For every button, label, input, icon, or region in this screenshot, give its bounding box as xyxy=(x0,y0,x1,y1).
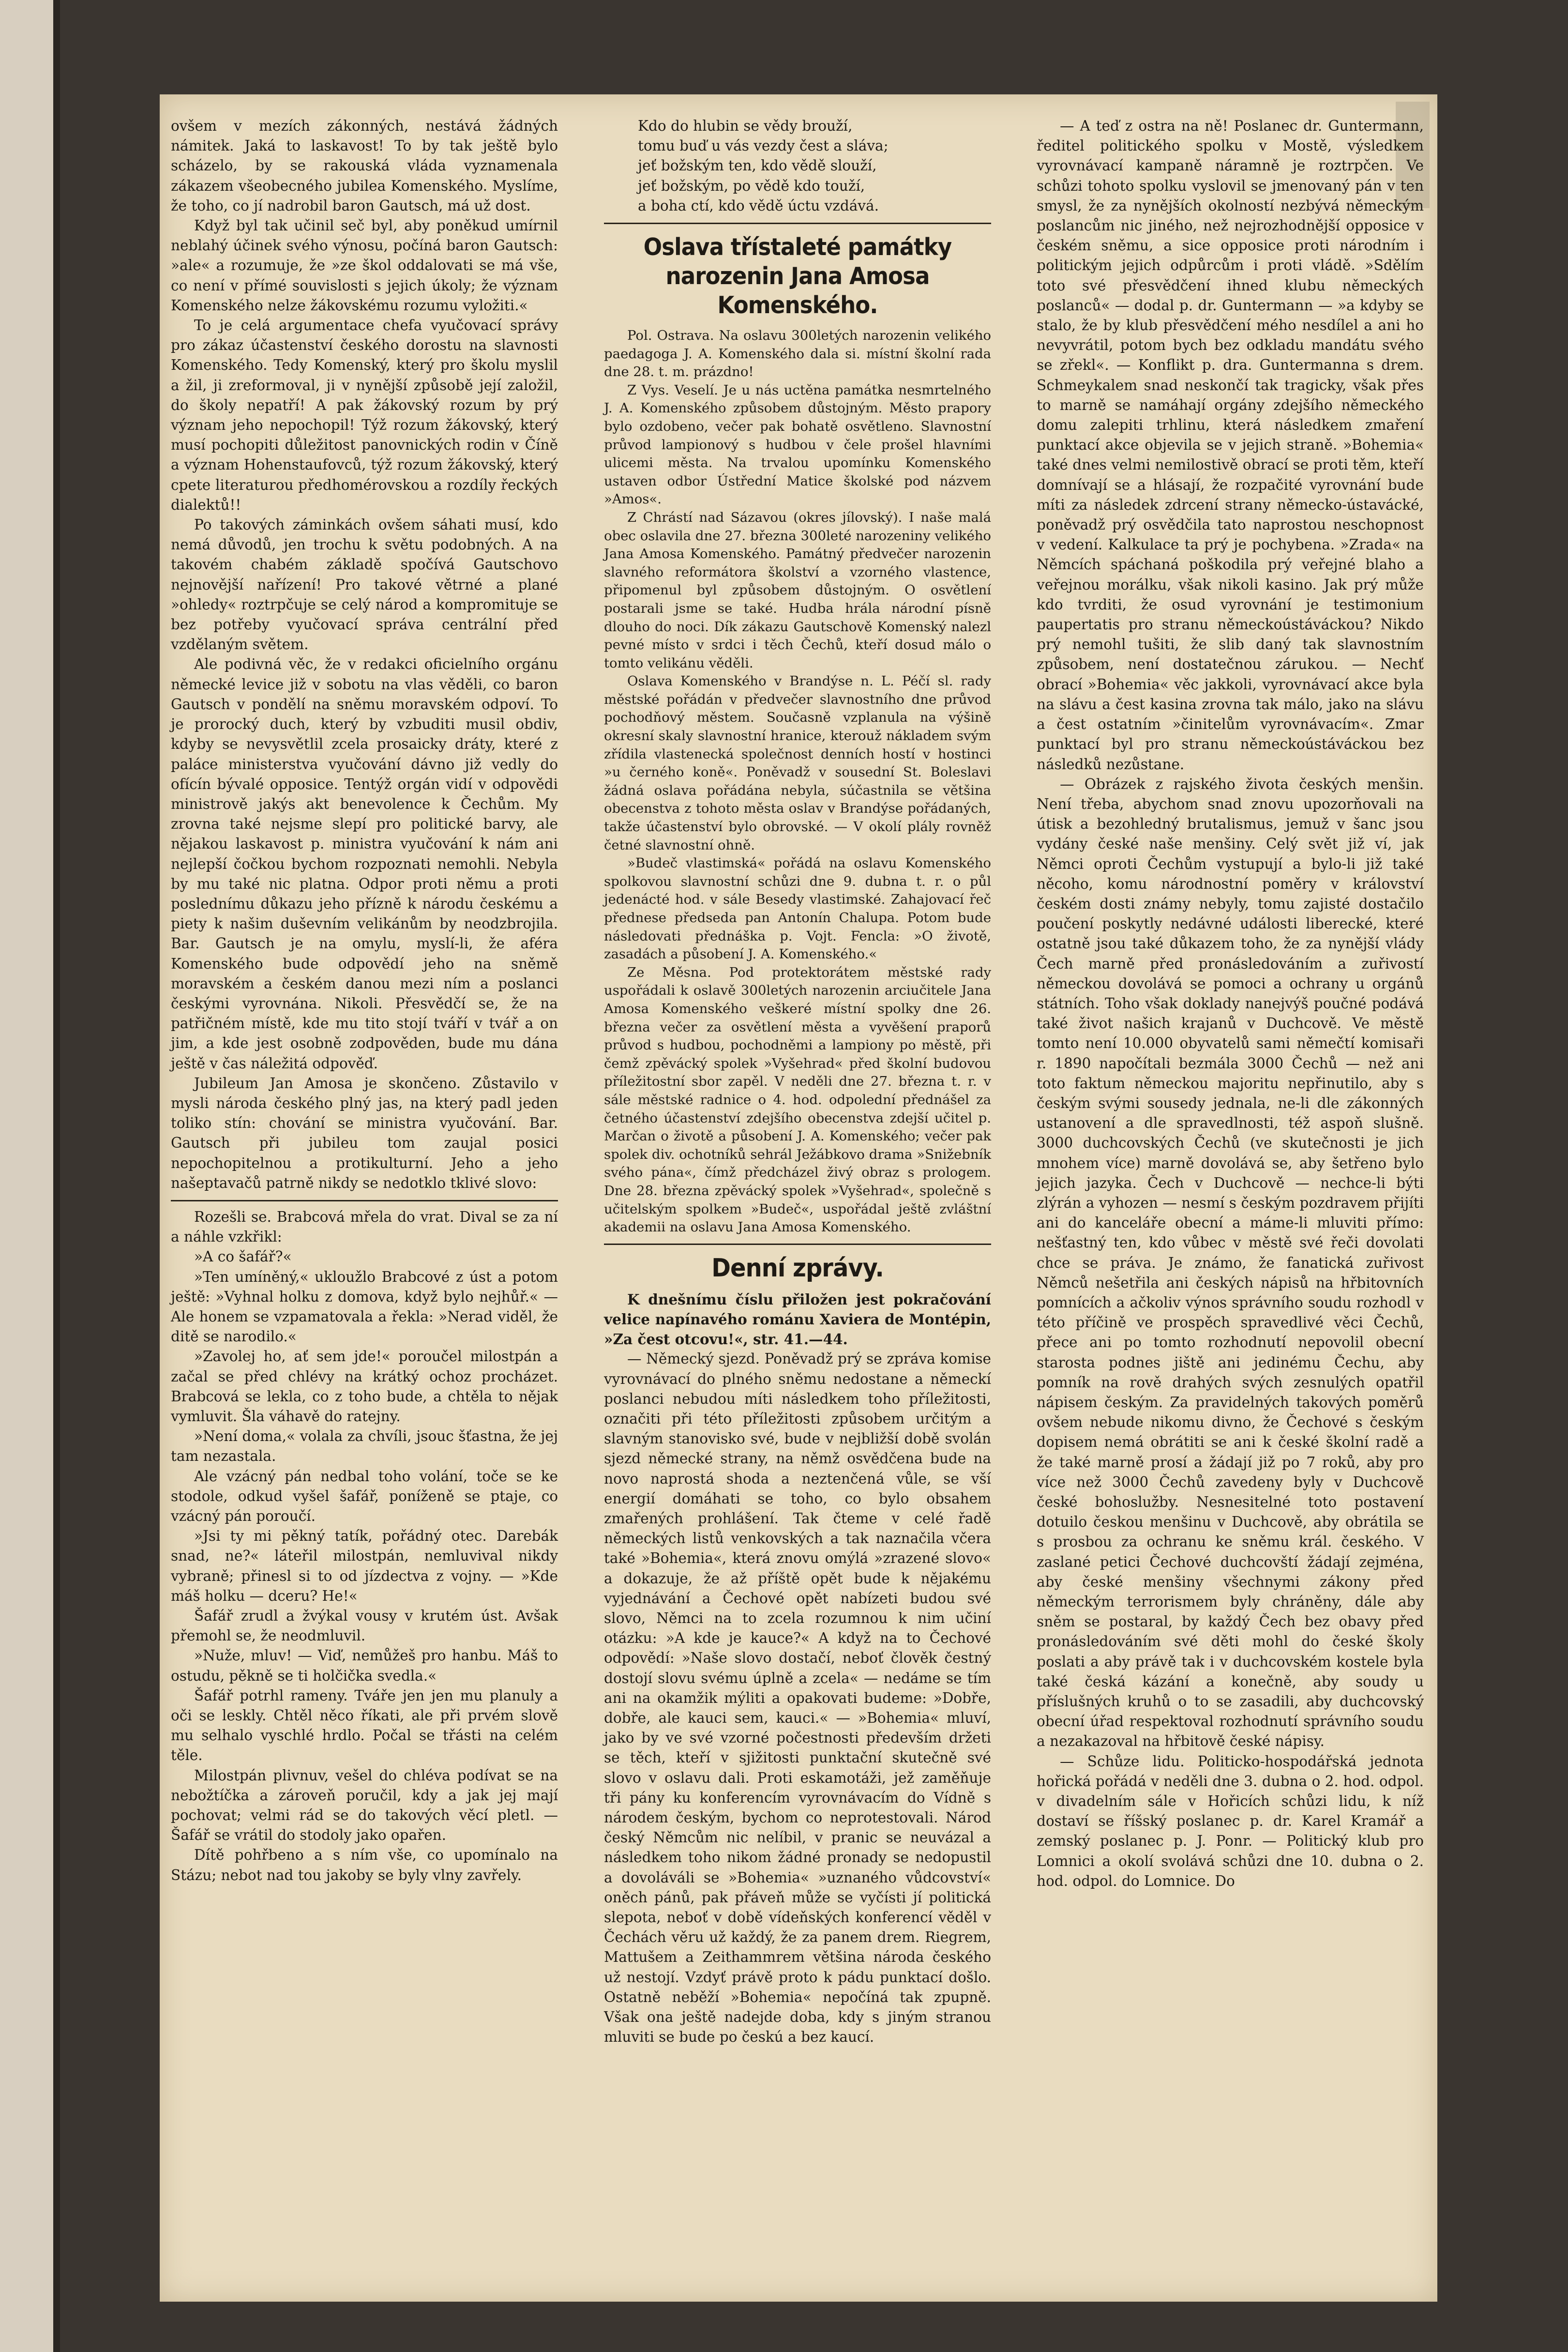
report-paragraph: »Budeč vlastimská« pořádá na oslavu Komenského spolkovou slavnostní schůzi dne 9. dubna t. r. o půl jedenácté hod. v sále Besedy vlastimské. Zahajovací řeč přednese předseda pan Antonín Chalupa. Potom bude následovati přednáška p. Vojt. Fencla: »O životě, zasadách a působení J. A. Komenského.« xyxy=(604,855,991,962)
story-paragraph: »Jsi ty mi pěkný tatík, pořádný otec. Darebák snad, ne?« láteřil milostpán, nemluvival nikdy vybraně; přinesl si to od jízdectva z vojny. — »Kde máš holku — dceru? He!« xyxy=(171,1528,558,1604)
story-paragraph: »Ten umíněný,« ukloužlo Brabcové z úst a potom ještě: »Vyhnal holku z domova, když bylo nejhůř.« — Ale honem se vzpamatovala a řekla: »Nerad viděl, že ditě se narodilo.« xyxy=(171,1268,558,1345)
paragraph: Ale podivná věc, že v redakci oficielního orgánu německé levice již v sobotu na vlas věděli, co baron Gautsch v pondělí na sněmu moravském odpoví. To je prorocký duch, který by vzbuditi musil obdiv, kdyby se nevysvětlil zcela prosaicky dráty, které z paláce ministerstva vyučování dávno již vedly do ofícín bývalé opposice. Tentýž orgán vidí v odpovědi ministrově jakýs akt benevolence k Čechům. My zrovna také nejsme slepí pro politické barvy, ale nějakou laskavost p. ministra vyučování k nám ani nejlepší čočkou bychom rozpoznati nemohli. Nebyla by mu také nic platna. Odpor proti němu a proti poslednímu důkazu jeho přízně k národu českému a piety k našim duševním velikánům by neodzbrojila. Bar. Gautsch je na omylu, myslí-li, že aféra Komenského bude odpovědí jeho na sněmě moravském a českém danou mezi ním a poslanci českými vyrovnána. Nikoli. Přesvědčí se, že na patřičném místě, kde mu tito stojí tváří v tvář a on jim, a kde jest osobně zodpověden, bude mu dána ještě v čas náležitá odpověď. xyxy=(171,656,558,1072)
book-spine xyxy=(0,0,53,2352)
paragraph: ovšem v mezích zákonných, nestává žádných námitek. Jaká to laskavost! To by tak ještě bylo scházelo, by se rakouská vláda vyznamenala zákazem všeobecného jubilea Komenského. Myslíme, že toho, co jí nadrobil baron Gautsch, má už dost. xyxy=(171,118,558,214)
story-paragraph: Šafář zrudl a žvýkal vousy v krutém úst. Avšak přemohl se, že neodmluvil. xyxy=(171,1608,558,1644)
poem-line: tomu buď u vás vezdy čest a sláva; xyxy=(638,137,889,154)
section-heading: Denní zprávy. xyxy=(711,1253,884,1283)
section-divider xyxy=(171,1200,558,1201)
lead-paragraph: K dnešnímu číslu přiložen jest pokračování velice napínavého románu Xaviera de Montépin, »Za čest otcovu!«, str. 41.—44. xyxy=(604,1290,991,1348)
story-paragraph: Rozešli se. Brabcová mřela do vrat. Dival se za ní a náhle vzkřikl: xyxy=(171,1208,558,1245)
report-paragraph: Z Chrástí nad Sázavou (okres jílovský). I naše malá obec oslavila dne 27. března 300leté narozeniny velikého Jana Amosa Komenského. Památný předvečer narozenin slavného reformátora školství a vzorného vlastence, připomenul byl způsobem důstojným. O osvětlení postarali jsme se také. Hudba hrála národní písně dlouho do noci. Dík zákazu Gautschově Komenský nalezl pevné místo v srdci i těch Čechů, kteří dosud málo o tomto velikánu věděli. xyxy=(604,509,991,671)
paragraph: Když byl tak učinil seč byl, aby poněkud umírnil neblahý účinek svého výnosu, počíná baron Gautsch: »ale« a rozumuje, že »ze škol oddalovati se má vše, co není v přímé souvislosti s jejich úkoly; že význam Komenského nelze žákovskému rozumu vyložiti.« xyxy=(171,217,558,314)
section-heading: Oslava třístaleté památky narozenin Jana Amosa Komenského. xyxy=(643,233,952,319)
paragraph: — A teď z ostra na ně! Poslanec dr. Guntermann, ředitel politického spolku v Mostě, výsledkem vyrovnávací kampaně náramně je roztrpčen. Ve schůzi tohoto spolku vyslovil se jmenovaný pán v ten smysl, že za nynějších okolností nezbývá německým poslancům nic jiného, než nejrozhodnější opposice v českém sněmu, a sice opposice proti národním i politickým jejich odpůrcům i proti vládě. »Sdělím toto své přesvědčení ihned klubu německých poslanců« — dodal p. dr. Guntermann — »a kdyby se stalo, že by klub přesvědčení mého nesdílel a ani ho nevyvrátil, potom bych bez odkladu mandátu svého se zřekl«. — Konflikt p. dra. Guntermanna s drem. Schmeykalem snad neskončí tak tragicky, však přes to marně se namáhají orgány zdejšího německého domu zalepiti trhlinu, která následkem zmaření punktací akce objevila se v jejich straně. »Bohemia« také dnes velmi nemilostivě obrací se proti těm, kteří domnívají se a hlásají, že rozpačité vyrovnání bude míti za následek zdrcení strany německo-ústavácké, poněvadž prý osvědčila tato naprostou neschopnost v vedení. Kalkulace ta prý je pochybena. »Zrada« na Němcích spáchaná poškodila prý veřejné blaho a veřejnou morálku, však nikoli kasino. Jak prý může kdo tvrditi, že osud vyrovnání je testimonium paupertatis pro stranu německoústáváckou? Nikdo prý nemohl tušiti, že slib daný tak slavnostním způsobem, není dostatečnou zárukou. — Nechť obrací »Bohemia« věc jakkoli, vyrovnávací akce byla na slávu a čest kasina zrovna tak málo, jako na slávu a čest ostatním »činitelům vyrovnávacím«. Zmar punktací byl pro stranu německoústáváckou bez následků nezůstane. xyxy=(1037,118,1424,773)
column-2 xyxy=(604,116,991,2047)
column-3 xyxy=(1037,116,1424,1891)
report-paragraph: Z Vys. Veselí. Je u nás uctěna památka nesmrtelného J. A. Komenského způsobem důstojným. Město prapory bylo ozdobeno, večer pak bohatě osvětleno. Slavnostní průvod lampionový s hudbou v čele prošel hlavními ulicemi města. Na trvalou upomínku Komenského ustaven odbor Ústřední Matice školské pod názvem »Amos«. xyxy=(604,382,991,507)
paragraph: — Schůze lidu. Politicko-hospodářská jednota hořická pořádá v neděli dne 3. dubna o 2. hod. odpol. v divadelním sále v Hořicích schůzi lidu, k níž dostaví se říšský poslanec p. dr. Karel Kramář a zemský poslanec p. J. Ponr. — Politický klub pro Lomnici a okolí svolává schůzi dne 10. dubna o 2. hod. odpol. do Lomnice. Do xyxy=(1037,1753,1424,1889)
section-divider xyxy=(604,1244,991,1245)
poem-line: jeť božským, po vědě kdo touží, xyxy=(638,177,865,194)
newspaper-page xyxy=(160,94,1437,2302)
story-paragraph: Šafář potrhl rameny. Tváře jen jen mu planuly a oči se leskly. Chtěl něco říkati, ale při prvém slově mu selhalo vyschlé hrdlo. Počal se třásti na celém těle. xyxy=(171,1687,558,1764)
paragraph: — Obrázek z rajského života českých menšin. Není třeba, abychom snad znovu upozorňovali na útisk a bezohledný brutalismus, jemuž v šanc jsou vydány české naše menšiny. Celý svět již ví, jak Němci oproti Čechům vystupují a bylo-li již také něcoho, komu národnostní poměry v království českém dosti známy nebyly, tomu zajisté dostačilo poučení poskytly nedávné události liberecké, které ostatně jsou také důkazem toho, že za nynější vlády Čech marně před pronásledováním a zuřivostí německou dovolává se pomoci a ochrany u orgánů státních. Toho však doklady nanejvýš poučné podává také život našich krajanů v Duchcově. Ve městě tomto není 10.000 obyvatelů sami němečtí komisaři r. 1890 napočítali bezmála 3000 Čechů — než ani toto faktum německou majoritu nepřinutilo, aby s českým svými sousedy jednala, ne-li dle zákonných ustanovení a dle spravedlnosti, též aspoň slušně. 3000 duchcovských Čechů (ve skutečnosti je jich mnohem více) marně dovolává se, aby šetřeno bylo jejich jazyka. Čech v Duchcově — nechce-li býti zlýrán a vyhozen — nesmí s českým pozdravem přijíti ani do kanceláře obecní a máme-li mluviti přímo: nešťastný ten, kdo vůbec v městě své řeči dovolati chce se práva. Je známo, že fanatická zuřivost Němců nešetřila ani českých nápisů na hřbitovních pomnících a ačkoliv výnos správního soudu rozhodl v této příčině ve prospěch spravedlivé věci Čechů, přece ani po tomto rozhodnutí nepovolil obecní starosta podnes jiště ani jedinému Čechu, aby pomník na rově drahých svých zesnulých opatřil nápisem českým. Za pravidelných takových poměrů ovšem nebude nikomu divno, že Čechové s českým dopisem nemá obrátiti se ani k české školní radě a že také marně prosí a žádají již po 7 roků, aby pro více než 3000 Čechů zavedeny byly v Duchcově české bohoslužby. Nesnesitelné toto postavení dotuilo českou menšinu v Duchcově, aby obrátila se s prosbou za ochranu ke sněmu král. českého. V zaslané petici Čechové duchcovští žádají zejména, aby české menšiny všechnymi zákony před německým terrorismem byly chráněny, dále aby sněm se postaral, by každý Čech bez obavy před pronásledováním své děti mohl do české školy poslati a aby právě tak i v duchcovském kostele byla také česká kázání a konečně, aby soudy u příslušných kruhů o to se zasadili, aby duchcovský obecní úřad respektoval rozhodnutí správního soudu a nezakazoval na hřbitově české nápisy. xyxy=(1037,775,1424,1750)
paragraph: Po takových záminkách ovšem sáhati musí, kdo nemá důvodů, jen trochu k světu podobných. A na takovém chabém základě spočívá Gautschovo nejnovější nařízení! Pro takové větrné a plané »ohledy« roztrpčuje se celý národ a kompromituje se bez potřeby vyučovací správa centrální před vzdělaným světem. xyxy=(171,516,558,653)
report-paragraph: Ze Měsna. Pod protektorátem městské rady uspořádali k oslavě 300letých narozenin arciučitele Jana Amosa Komenského veškeré místní spolky dne 26. března večer za osvětlení města a vyvěšení praporů průvod s hudbou, pochodněmi a lampiony po městě, při čemž zpěvácký spolek »Vyšehrad« před školní budovou příležitostní sbor zapěl. V neděli dne 27. března t. r. v sále městské radnice o 4. hod. odpolední přednášel za četného účastenství zdejšího obecenstva zdejší učitel p. Marčan o životě a působení J. A. Komenského; večer pak spolek div. ochotníků sehrál Ježábkovo drama »Snižebník svého pána«, čímž předcházel živý obraz s prologem. Dne 28. března zpěvácký spolek »Vyšehrad«, společně s učitelským spolkem »Budeč«, uspořádal ještě zvláštní akademii na oslavu Jana Amosa Komenského. xyxy=(604,964,991,1235)
news-paragraph: — Německý sjezd. Poněvadž prý se zpráva komise vyrovnávací do plného sněmu nedostane a německí poslanci nebudou míti následkem toho příležitosti, označiti při této příležitosti způsobem určitým a slavným stanovisko své, bude v nejbližší době svolán sjezd německé strany, na němž osvědčena bude na novo naprostá shoda a neztenčená vůle, se vší energií domáhati se toho, co bylo obsahem zmařených prohlášení. Tak čteme v celé řadě německých listů venkovských a tak naznačila včera také »Bohemia«, která znovu omýlá »zrazené slovo« a dokazuje, že až příště opět bude k nějakému vyjednávání a Čechové opět nabízeti budou své slovo, Němci na to zcela rozumnou k nim učiní otázku: »A kde je kauce?« A když na to Čechové odpovědí: »Naše slovo dostačí, neboť člověk čestný dostojí slovu svému úplně a zcela« — nedáme se tím ani na okamžik mýliti a opakovati budeme: »Dobře, dobře, ale kauci sem, kauci.« — »Bohemia« mluví, jako by ve své vzorné počestnosti především držeti se těch, kteří v sjižitosti punktační skutečně své slovo v oslavu dali. Proti eskamotáži, jež zaměňuje tři pány ku konferencím vyrovnávacím do Vídně s národem českým, bychom co neprotestovali. Národ český Němcům nic nelíbil, v pranic se neuvázal a následkem toho nikom žádné pronady se nedopustil a dovoláváli se »Bohemia« »uznaného vůdcovství« oněch pánů, pak přáveň může se vyčísti jí politická slepota, neboť v době vídeňských konferencí věděl v Čechách věru už každý, že za panem drem. Riegrem, Mattušem a Zeithammrem většina národa českého už nestojí. Vzdyť právě proto k pádu punktací došlo. Ostatně neběží »Bohemia« nepočíná tak zpupně. Však ona ještě nadejde doba, kdy s jiným stranou mluviti se bude po českú a bez kaucí. xyxy=(604,1351,991,2046)
story-paragraph: Milostpán plivnuv, vešel do chléva podívat se na nebožtíčka a zároveň poručil, kdy a jak jej mají pochovat; velmi rád se do takových věcí pletl. — Šafář se vrátil do stodoly jako opařen. xyxy=(171,1767,558,1844)
poem-line: Kdo do hlubin se vědy brouží, xyxy=(638,118,853,134)
report-paragraph: Oslava Komenského v Brandýse n. L. Péčí sl. rady městské pořádán v předvečer slavnostního dne průvod pochodňový městem. Současně vzplanula na výšině okresní skaly slavnostní hranice, kterouž nákladem svým zřídila vlastenecká společnost denních hostí v hostinci »u černého koně«. Poněvadž v sousední St. Boleslavi žádná oslava pořádána nebyla, súčastnila se většina obecenstva z tohoto města oslav v Brandýse pořádaných, takže účastenství bylo obrovské. — V okolí plály rovněž četné slavnostní ohně. xyxy=(604,673,991,853)
story-paragraph: »Není doma,« volala za chvíli, jsouc šťastna, že jej tam nezastala. xyxy=(171,1428,558,1465)
column-1 xyxy=(171,116,558,1885)
story-paragraph: »Zavolej ho, ať sem jde!« poroučel milostpán a začal se před chlévy na krátký ochoz procházet. Brabcová se lekla, co z toho bude, a chtěla to nějak vymluvit. Šla váhavě do ratejny. xyxy=(171,1348,558,1425)
poem-line: a boha ctí, kdo vědě úctu vzdává. xyxy=(638,197,879,214)
paragraph: To je celá argumentace chefa vyučovací správy pro zákaz účastenství českého dorostu na slavnosti Komenského. Tedy Komenský, který pro školu myslil a žil, ji zreformoval, ji v nynější způsobě její založil, do školy nepatří! A pak žákovský rozum by prý význam jeho nepochopil! Týž rozum žákovský, který musí pochopiti důležitost panovnických rodin v Číně a význam Hohenstaufovců, týž rozum žákovský, který cpete literaturou předhomérovskou a rozdíly řeckých dialektů!! xyxy=(171,317,558,513)
story-paragraph: Dítě pohřbeno a s ním vše, co upomínalo na Stázu; nebot nad tou jakoby se byly vlny zavřely. xyxy=(171,1847,558,1883)
paragraph: Jubileum Jan Amosa je skončeno. Zůstavilo v mysli národa českého plný jas, na který padl jeden toliko stín: chování se ministra vyučování. Bar. Gautsch při jubileu tom zaujal posici nepochopitelnou a protikulturní. Jeho a jeho našeptavačů patrně nikdy se nedotklo tklivé slovo: xyxy=(171,1075,558,1191)
story-paragraph: Ale vzácný pán nedbal toho volání, toče se ke stodole, odkud vyšel šafář, poníženě se ptaje, co vzácný pán poroučí. xyxy=(171,1468,558,1525)
story-paragraph: »A co šafář?« xyxy=(194,1248,292,1265)
story-paragraph: »Nuže, mluv! — Viď, nemůžeš pro hanbu. Máš to ostudu, pěkně se ti holčička svedla.« xyxy=(171,1647,558,1684)
poem-line: jeť božským ten, kdo vědě slouží, xyxy=(638,157,877,174)
book-edge xyxy=(53,0,60,2352)
report-paragraph: Pol. Ostrava. Na oslavu 300letých narozenin velikého paedagoga J. A. Komenského dala si. místní školní rada dne 28. t. m. prázdno! xyxy=(604,328,991,380)
section-divider xyxy=(604,223,991,224)
